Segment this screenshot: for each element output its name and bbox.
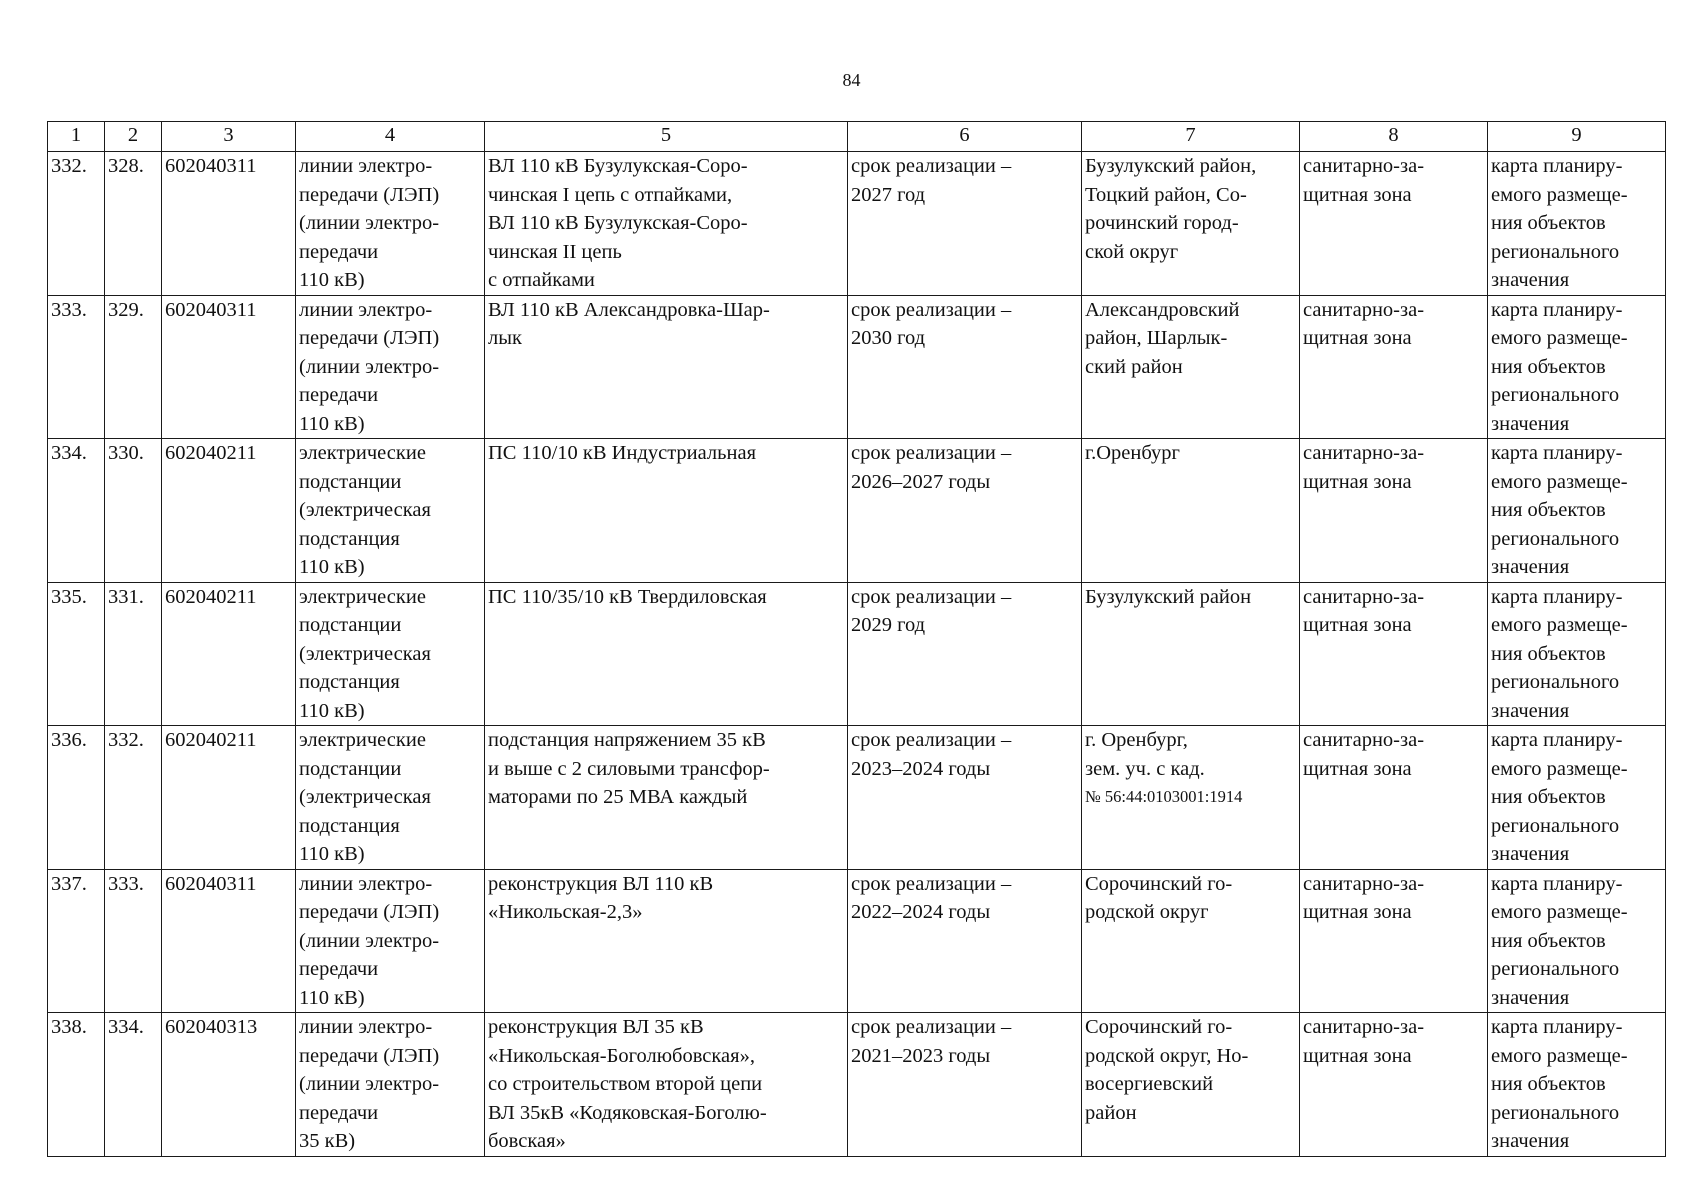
object-number: 330. xyxy=(105,439,162,583)
location-cell xyxy=(1082,152,1300,296)
zone-type: санитарно-за- щитная зона xyxy=(1300,295,1488,439)
location-cell xyxy=(1082,295,1300,439)
location: Бузулукский район xyxy=(1085,585,1252,608)
column-header: 6 xyxy=(848,122,1082,152)
location-cell xyxy=(1082,1013,1300,1157)
object-number: 331. xyxy=(105,582,162,726)
table-row xyxy=(48,439,1666,583)
object-name: реконструкция ВЛ 35 кВ «Никольская-Боголюбовская», со строительством второй цепи ВЛ 35кВ «Кодяковская-Боголю- бовская» xyxy=(485,1013,848,1157)
object-code: 602040311 xyxy=(162,152,296,296)
object-type: линии электро- передачи (ЛЭП) (линии электро- передачи 110 кВ) xyxy=(296,869,485,1013)
header-row xyxy=(48,122,1666,152)
location-cell xyxy=(1082,726,1300,870)
object-name: ВЛ 110 кВ Александровка-Шар- лык xyxy=(485,295,848,439)
location: г.Оренбург xyxy=(1085,442,1180,464)
object-name: ВЛ 110 кВ Бузулукская-Соро- чинская I цепь с отпайками, ВЛ 110 кВ Бузулукская-Соро- чинская II цепь с отпайками xyxy=(485,152,848,296)
column-header: 8 xyxy=(1300,122,1488,152)
implementation-term: срок реализации – 2026–2027 годы xyxy=(848,439,1082,583)
location-cell xyxy=(1082,869,1300,1013)
row-number: 336. xyxy=(48,726,105,870)
object-name: подстанция напряжением 35 кВ и выше с 2 силовыми трансфор- маторами по 25 МВА каждый xyxy=(485,726,848,870)
location: Сорочинский го- родской округ, Но- восергиевский район xyxy=(1085,1016,1249,1124)
object-number: 333. xyxy=(105,869,162,1013)
map-reference: карта планиру- емого размеще- ния объектов регионального значения xyxy=(1488,726,1666,870)
object-code: 602040211 xyxy=(162,439,296,583)
map-reference: карта планиру- емого размеще- ния объектов регионального значения xyxy=(1488,439,1666,583)
objects-table xyxy=(47,121,1666,1157)
implementation-term: срок реализации – 2027 год xyxy=(848,152,1082,296)
row-number: 332. xyxy=(48,152,105,296)
object-code: 602040211 xyxy=(162,726,296,870)
object-code: 602040313 xyxy=(162,1013,296,1157)
location: Александровский район, Шарлык- ский район xyxy=(1085,298,1240,378)
table-row xyxy=(48,152,1666,296)
zone-type: санитарно-за- щитная зона xyxy=(1300,582,1488,726)
object-number: 332. xyxy=(105,726,162,870)
cadastral-number: № 56:44:0103001:1914 xyxy=(1085,787,1243,806)
zone-type: санитарно-за- щитная зона xyxy=(1300,439,1488,583)
object-code: 602040311 xyxy=(162,295,296,439)
implementation-term: срок реализации – 2022–2024 годы xyxy=(848,869,1082,1013)
location: Сорочинский го- родской округ xyxy=(1085,872,1233,923)
object-name: ПС 110/10 кВ Индустриальная xyxy=(485,439,848,583)
row-number: 337. xyxy=(48,869,105,1013)
row-number: 338. xyxy=(48,1013,105,1157)
object-type: линии электро- передачи (ЛЭП) (линии электро- передачи 110 кВ) xyxy=(296,152,485,296)
location-cell xyxy=(1082,439,1300,583)
map-reference: карта планиру- емого размеще- ния объектов регионального значения xyxy=(1488,582,1666,726)
implementation-term: срок реализации – 2030 год xyxy=(848,295,1082,439)
column-header: 5 xyxy=(485,122,848,152)
row-number: 333. xyxy=(48,295,105,439)
column-header: 1 xyxy=(48,122,105,152)
implementation-term: срок реализации – 2021–2023 годы xyxy=(848,1013,1082,1157)
zone-type: санитарно-за- щитная зона xyxy=(1300,1013,1488,1157)
column-header: 4 xyxy=(296,122,485,152)
location: г. Оренбург, зем. уч. с кад. xyxy=(1085,729,1205,780)
column-header: 9 xyxy=(1488,122,1666,152)
map-reference: карта планиру- емого размеще- ния объектов регионального значения xyxy=(1488,152,1666,296)
object-name: реконструкция ВЛ 110 кВ «Никольская-2,3» xyxy=(485,869,848,1013)
object-code: 602040211 xyxy=(162,582,296,726)
map-reference: карта планиру- емого размеще- ния объектов регионального значения xyxy=(1488,869,1666,1013)
location-cell xyxy=(1082,582,1300,726)
object-type: линии электро- передачи (ЛЭП) (линии электро- передачи 110 кВ) xyxy=(296,295,485,439)
column-header: 3 xyxy=(162,122,296,152)
row-number: 335. xyxy=(48,582,105,726)
column-header: 2 xyxy=(105,122,162,152)
object-name: ПС 110/35/10 кВ Твердиловская xyxy=(485,582,848,726)
table-row xyxy=(48,726,1666,870)
object-number: 329. xyxy=(105,295,162,439)
map-reference: карта планиру- емого размеще- ния объектов регионального значения xyxy=(1488,1013,1666,1157)
column-header: 7 xyxy=(1082,122,1300,152)
object-number: 328. xyxy=(105,152,162,296)
zone-type: санитарно-за- щитная зона xyxy=(1300,726,1488,870)
row-number: 334. xyxy=(48,439,105,583)
object-code: 602040311 xyxy=(162,869,296,1013)
map-reference: карта планиру- емого размеще- ния объектов регионального значения xyxy=(1488,295,1666,439)
zone-type: санитарно-за- щитная зона xyxy=(1300,869,1488,1013)
implementation-term: срок реализации – 2029 год xyxy=(848,582,1082,726)
implementation-term: срок реализации – 2023–2024 годы xyxy=(848,726,1082,870)
object-type: линии электро- передачи (ЛЭП) (линии электро- передачи 35 кВ) xyxy=(296,1013,485,1157)
table-row xyxy=(48,582,1666,726)
object-type: электрические подстанции (электрическая подстанция 110 кВ) xyxy=(296,582,485,726)
location: Бузулукский район, Тоцкий район, Со- рочинский город- ской округ xyxy=(1085,155,1257,263)
page-number: 84 xyxy=(842,70,861,90)
object-type: электрические подстанции (электрическая подстанция 110 кВ) xyxy=(296,439,485,583)
table-row xyxy=(48,295,1666,439)
object-number: 334. xyxy=(105,1013,162,1157)
zone-type: санитарно-за- щитная зона xyxy=(1300,152,1488,296)
table-row xyxy=(48,1013,1666,1157)
table-row xyxy=(48,869,1666,1013)
object-type: электрические подстанции (электрическая подстанция 110 кВ) xyxy=(296,726,485,870)
